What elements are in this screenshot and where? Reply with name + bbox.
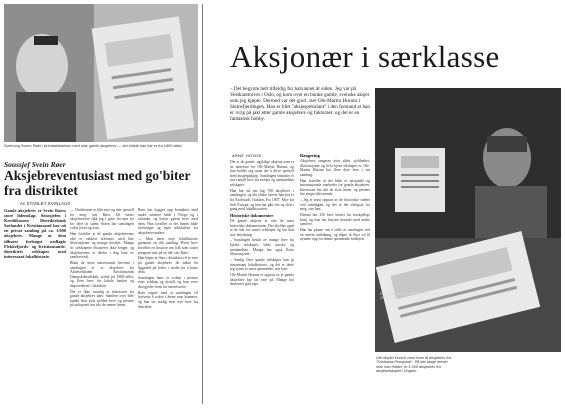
column-divider [202,4,203,404]
left-body-col-2: — Vitalitetene er blitt mer og mer spesiell for meg, sier Røer. De første aksjebrevene fikk jeg i gave fra min far for flere år siden. Siden har samlingen vokst jevnt og trutt. Han forteller at de gamle aksjebrevene ofte er vakkert utformet, med fine illustrasjoner og mange detaljer. Mange av selskapene eksisterer ikke lenger, og aksjebrevene er derfor i dag bare av samlerverdi. Blant de mest interessante brevene i samlingen er et aksjebrev fra Aktieselskabet Kristiansands Dampskibsselskab, stiftet på 1800-tallet, og flere brev fra lokale banker og skipsrederier i distriktet. Det er ikke uvanlig at interessen for gamle aksjebrev øker. Samlere over hele landet leter etter sjeldne brev, og prisene på auksjoner har økt de senere årene. [70,208,134,308]
right-lede: – Det begynte helt tilfeldig for halvannet år siden. Jeg var på Vestkanttorvet i Oslo, og kom over en bunke gamle, svenske aksjer som jeg kjøpte. Dermed var det gjort, sier Ole-Martin Hurum i Steinsfjerdingen. Han er blitt "aksjespekulant" i den forstand at han er ivrig på jakt etter gamle aksjebrev og fakturaer, og det er en fantastisk hobby. [230,86,370,123]
right-body-col-2: Rangering Aksjebrev rangeres etter alder, sjeldenhet, illustrasjoner og hvor kjent selskapet er. Ole-Martin Hurum har flere dyre brev i sin samling. Han forteller at det både er nasjonale og internasjonale markeder for gamle aksjebrev. Interessen har økt de siste årene, og prisene har steget tilsvarende. – Jeg er mest opptatt av de historiske sidene ved samlingen, og det er det viktigste for meg, sier han. Hurum har 250 brev hentet fra forskjellige land, og han har knyttet kontakt med andre samlere. Han har planer om å stille ut samlingen ved en senere anledning, og håper at flere vil få øynene opp for denne spennende hobbyen. [300,153,370,242]
right-photo-caption: Ole-Martin Hurum viser fram et aksjebrev fra "Kristiania-Pensjonat". På det lange brevet som han holder, er 1.000 aksjebrev fra aksjeselskapet i Ungarn. [376,356,451,374]
left-kicker: Soussjef Svein Røer [4,160,66,169]
left-lede: Gamle aksjebrev er Svein Røers store lidenskap. Soussjefen i Kreditkassen Distriktsbank Sørlandet i Kristiansand har nå en privat samling på ca. 1.000 aksjebrev. Mange av dem tilhører forlengst nedlagte Flekkefjords- og Kristiansands-distriktets selskaper med interessant lokalhistorie. [4,208,66,259]
left-body-col-3: Røer har bygget opp kontakter med andre samlere både i Norge og i utlandet, og bytter gjerne brev med dem. Han forteller at det finnes både foreninger og egne tidsskrifter for aksjebrevsamlere. — Man lærer mye lokalhistorie gjennom en slik samling. Hvert brev forteller en historie om folk som satset pengene sine på en idé, sier Røer. Han håper at flere i distriktet vil ta vare på gamle aksjebrev de måtte ha liggende på loftet, i stedet for å kaste dem. Samlingen hans er ordnet i permer etter selskap og årstall, og han viser den gjerne frem for interesserte. Røer regner med at samlingen vil fortsette å vokse i årene som kommer, og han ser stadig etter nye brev fra distriktet. [138,208,198,309]
left-photo-caption: Sveinung Sveen Røer i Arendalsbanken med sine gamle aksjebrev — det eldste han har er fra 1800-tallet. [4,144,183,148]
left-byline: Av STANLEY KVINLAUG [20,201,71,206]
subhead-historiske: Historiske dokumenter [230,212,274,218]
left-headline: Aksjebreventusiast med go'biter fra distriktet [4,168,191,198]
right-inset-caption: Et aksjebrev fra "Bergen Gas" fra 1900-tallet. [380,292,436,301]
left-article-photo [4,4,198,142]
right-byline: ARNE HOVDE [232,153,262,158]
right-article-photo [375,88,561,352]
right-headline: Aksjonær i særklasse [230,39,500,74]
right-body-col-1: Det er de gamle, ugyldige aksjene som er av interesse for Ole-Martin Hurum, og han holder seg unna det å drive spesielt med aksjeoppkjøp. Samlingen omfatter et stort antall brev fra norske og utenlandske selskaper. Han har nå om lag 700 aksjebrev i samlingen, og det eldste brevet han har er fra Kiobstads Traktørs Fra 1807. Mye fra hele Europa, og han har gått rett og slett i gang med lokalhistorien. Historiske dokumenter De gamle aksjene er ofte de mest historiske dokumentene. Det skyldes også at de står for større selskaper og har hatt stor betydning. – Samlingen består av mange brev fra kjente selskaper, både norske og utenlandske. Mange har også flotte illustrasjoner. – Særlig flere gamle selskaper kan gi interessant lokalhistorie, og det er dette jeg synes er mest spennende, sier han. Ole-Martin Hurum er opptatt av at gamle aksjebrev bør tas vare på. Mange har dessverre gått tapt. [230,160,294,287]
subhead-rangering: Rangering [300,153,320,158]
